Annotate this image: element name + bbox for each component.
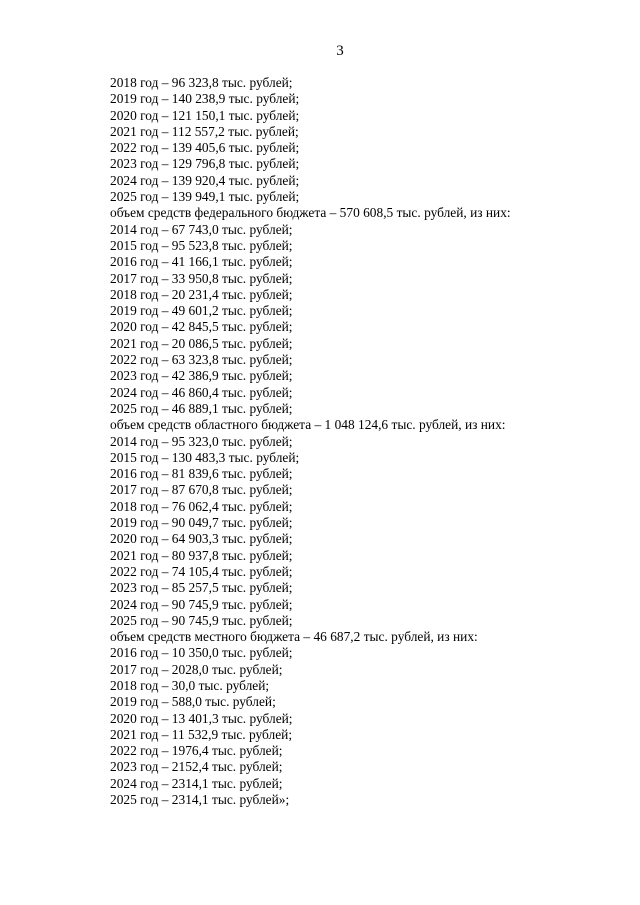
text-line: 2025 год – 2314,1 тыс. рублей»; bbox=[110, 792, 290, 808]
text-line: 2024 год – 139 920,4 тыс. рублей; bbox=[110, 172, 300, 188]
text-line: 2018 год – 30,0 тыс. рублей; bbox=[110, 677, 270, 693]
text-line: 2020 год – 42 845,5 тыс. рублей; bbox=[110, 319, 293, 335]
text-line: 2017 год – 87 670,8 тыс. рублей; bbox=[110, 482, 293, 498]
text-line: 2018 год – 20 231,4 тыс. рублей; bbox=[110, 286, 293, 302]
text-line: 2014 год – 67 743,0 тыс. рублей; bbox=[110, 221, 293, 237]
text-line: 2025 год – 90 745,9 тыс. рублей; bbox=[110, 612, 293, 628]
text-line: 2015 год – 95 523,8 тыс. рублей; bbox=[110, 237, 293, 253]
text-line: 2023 год – 2152,4 тыс. рублей; bbox=[110, 759, 283, 775]
section-heading-local: объем средств местного бюджета – 46 687,2 тыс. рублей, из них: bbox=[110, 629, 478, 645]
text-line: 2023 год – 42 386,9 тыс. рублей; bbox=[110, 368, 293, 384]
text-line: 2022 год – 63 323,8 тыс. рублей; bbox=[110, 352, 293, 368]
text-line: 2021 год – 112 557,2 тыс. рублей; bbox=[110, 123, 299, 139]
text-line: 2019 год – 49 601,2 тыс. рублей; bbox=[110, 303, 293, 319]
text-line: 2016 год – 41 166,1 тыс. рублей; bbox=[110, 254, 293, 270]
text-line: 2016 год – 10 350,0 тыс. рублей; bbox=[110, 645, 293, 661]
text-line: 2019 год – 140 238,9 тыс. рублей; bbox=[110, 91, 300, 107]
text-line: 2022 год – 139 405,6 тыс. рублей; bbox=[110, 140, 300, 156]
text-line: 2022 год – 1976,4 тыс. рублей; bbox=[110, 743, 283, 759]
text-line: 2020 год – 13 401,3 тыс. рублей; bbox=[110, 710, 293, 726]
text-line: 2021 год – 11 532,9 тыс. рублей; bbox=[110, 726, 293, 742]
text-line: 2023 год – 85 257,5 тыс. рублей; bbox=[110, 580, 293, 596]
text-line: 2024 год – 2314,1 тыс. рублей; bbox=[110, 775, 283, 791]
text-line: 2019 год – 90 049,7 тыс. рублей; bbox=[110, 515, 293, 531]
section-heading-federal: объем средств федерального бюджета – 570 608,5 тыс. рублей, из них: bbox=[110, 205, 511, 221]
text-line: 2025 год – 139 949,1 тыс. рублей; bbox=[110, 189, 300, 205]
page-number: 3 bbox=[336, 43, 344, 59]
text-line: 2020 год – 121 150,1 тыс. рублей; bbox=[110, 107, 300, 123]
text-line: 2023 год – 129 796,8 тыс. рублей; bbox=[110, 156, 300, 172]
text-line: 2019 год – 588,0 тыс. рублей; bbox=[110, 694, 276, 710]
text-line: 2020 год – 64 903,3 тыс. рублей; bbox=[110, 531, 293, 547]
text-line: 2014 год – 95 323,0 тыс. рублей; bbox=[110, 433, 293, 449]
text-line: 2018 год – 96 323,8 тыс. рублей; bbox=[110, 75, 293, 90]
section-heading-regional: объем средств областного бюджета – 1 048 124,6 тыс. рублей, из них: bbox=[110, 417, 506, 433]
text-line: 2016 год – 81 839,6 тыс. рублей; bbox=[110, 466, 293, 482]
text-line: 2015 год – 130 483,3 тыс. рублей; bbox=[110, 449, 300, 465]
text-line: 2024 год – 46 860,4 тыс. рублей; bbox=[110, 384, 293, 400]
text-line: 2022 год – 74 105,4 тыс. рублей; bbox=[110, 563, 293, 579]
text-line: 2017 год – 2028,0 тыс. рублей; bbox=[110, 661, 283, 677]
text-line: 2018 год – 76 062,4 тыс. рублей; bbox=[110, 498, 293, 514]
text-line: 2017 год – 33 950,8 тыс. рублей; bbox=[110, 270, 293, 286]
text-line: 2021 год – 80 937,8 тыс. рублей; bbox=[110, 547, 293, 563]
text-line: 2025 год – 46 889,1 тыс. рублей; bbox=[110, 400, 293, 416]
text-line: 2021 год – 20 086,5 тыс. рублей; bbox=[110, 335, 293, 351]
document-body bbox=[110, 75, 610, 808]
text-line: 2024 год – 90 745,9 тыс. рублей; bbox=[110, 596, 293, 612]
